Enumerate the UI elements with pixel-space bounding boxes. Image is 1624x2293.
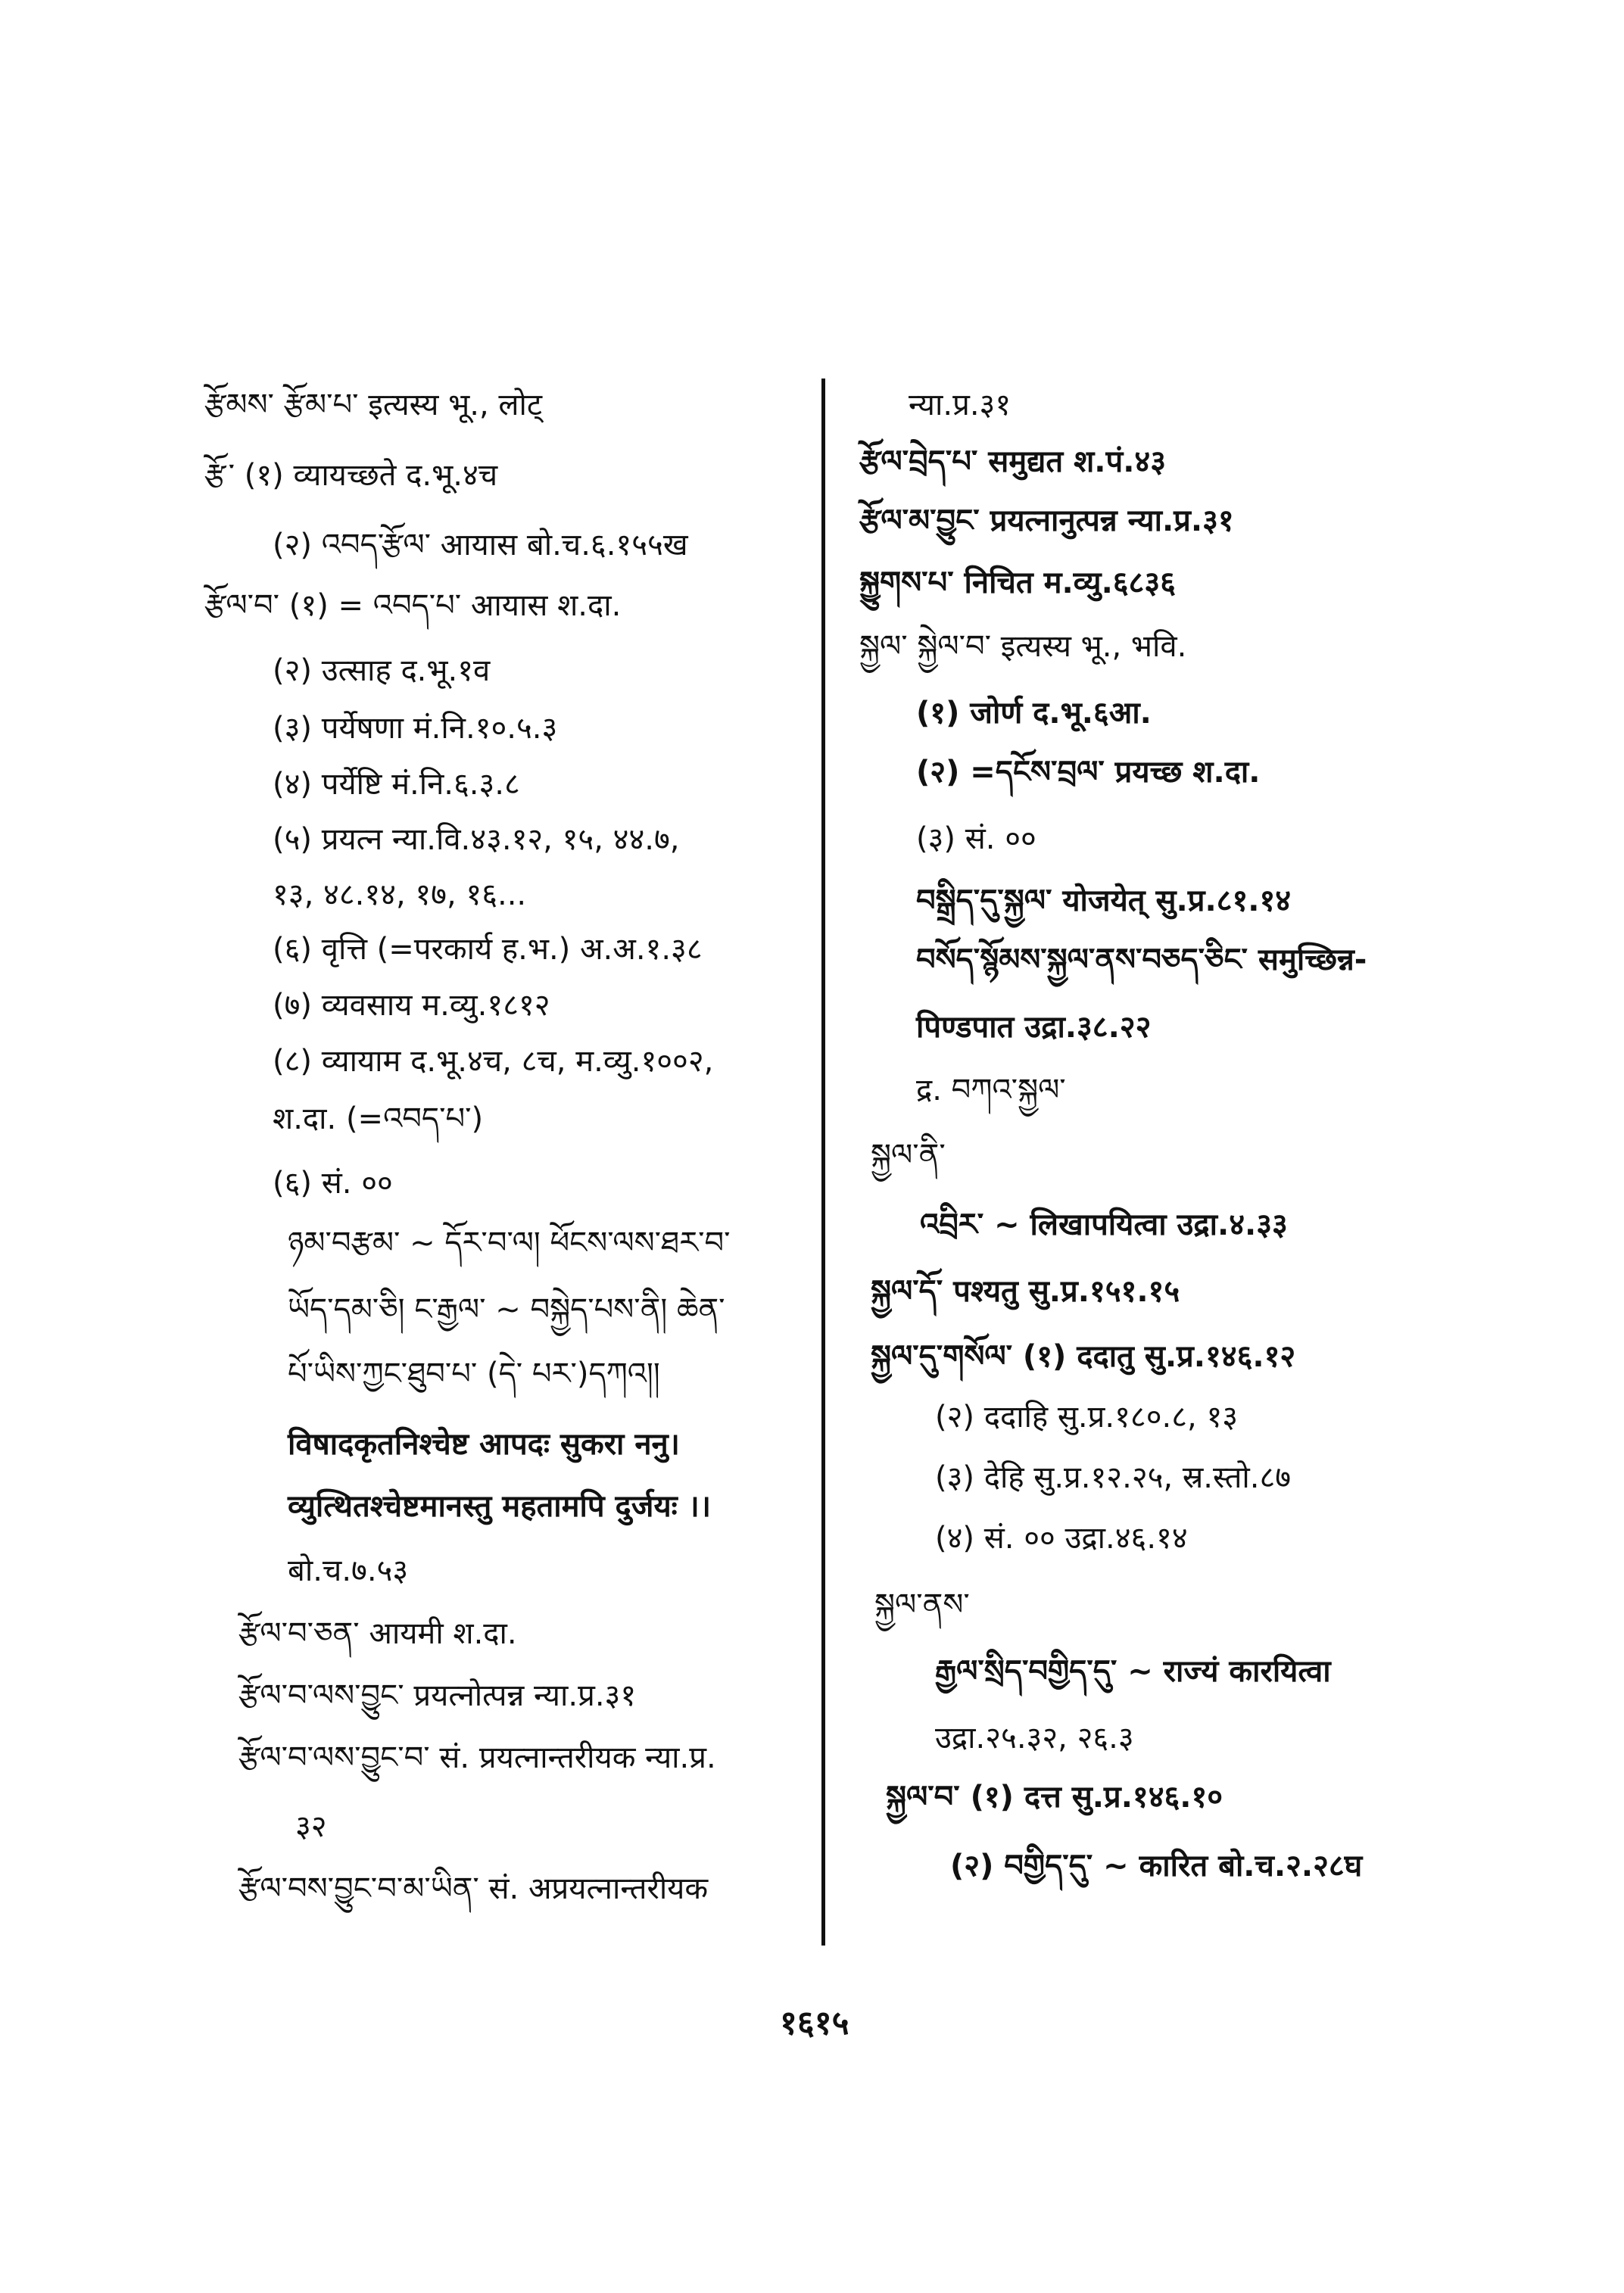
entry-line: (८) व्यायाम द.भू.४च, ८च, म.व्यु.१००२, <box>273 1044 714 1079</box>
entry-line: (२) उत्साह द.भू.१व <box>273 653 491 688</box>
entry-line: श.दा. (=འབད་པ་) <box>273 1101 484 1136</box>
entry-line: (२) ददाहि सु.प्र.१८०.८, १३ <box>935 1400 1239 1435</box>
entry-line: विषादकृतनिश्चेष्ट आपदः सुकरा ननु। <box>288 1427 680 1462</box>
entry-line: སྐྱལ་དོ་ पश्यतु सु.प्र.१५१.१५ <box>871 1274 1180 1309</box>
entry-line: (७) व्यवसाय म.व्यु.१८१२ <box>273 988 550 1023</box>
entry-line: (४) पर्येष्टि मं.नि.६.३.८ <box>273 767 520 802</box>
entry-line: (३) देहि सु.प्र.१२.२५, स्र.स्तो.८७ <box>935 1460 1292 1495</box>
column-divider <box>821 379 825 1946</box>
entry-line: བསོད་སྙོམས་སྐྱལ་ནས་བཅད་ཅིང་ समुच्छिन्न- <box>916 942 1367 977</box>
entry-line: བསྒྲིད་དུ་སྐྱལ་ योजयेत् सु.प्र.८१.१४ <box>916 883 1292 918</box>
entry-line: (६) वृत्ति (=परकार्य ह.भ.) अ.अ.१.३८ <box>273 932 703 967</box>
entry-line: རྩོལ་བ་ལས་བྱུང་བ་ सं. प्रयत्नान्तरीयक न्या.प्र. <box>238 1740 716 1775</box>
entry-line: (३) सं. ०० <box>916 821 1036 856</box>
entry-line: बो.च.७.५३ <box>288 1553 409 1588</box>
entry-line: རྒྱལ་སྲིད་བགྱིད་དུ་ ~ राज्यं कारयित्वा <box>935 1654 1331 1689</box>
entry-line: (२) འབད་རྩོལ་ आयास बो.च.६.१५५ख <box>273 528 688 562</box>
entry-line: སྐྱལ་བ་ (१) दत्त सु.प्र.१४६.१० <box>886 1780 1223 1815</box>
entry-line: (४) सं. ०० उद्रा.४६.१४ <box>935 1521 1188 1556</box>
entry-line: རྩོལ་མ་བྱུང་ प्रयत्नानुत्पन्न न्या.प्र.३१ <box>859 503 1234 538</box>
entry-line: སྐྱུགས་པ་ निचित म.व्यु.६८३६ <box>859 565 1176 600</box>
entry-line: व्युत्थितश्चेष्टमानस्तु महतामपि दुर्जयः ।। <box>288 1489 711 1524</box>
entry-line: རྩོལ་བ་ (१) = འབད་པ་ आयास श.दा. <box>204 588 622 623</box>
entry-line: (५) प्रयत्न न्या.वि.४३.१२, १५, ४४.७, <box>273 822 680 857</box>
entry-line: पिण्डपात उद्रा.३८.२२ <box>916 1010 1152 1045</box>
entry-line: उद्रा.२५.३२, २६.३ <box>935 1721 1134 1756</box>
page-number: १६१५ <box>780 2004 849 2042</box>
entry-line: न्या.प्र.३१ <box>909 388 1011 422</box>
entry-line: ཉམ་བརྩམ་ ~ དོར་བ་ལ། ཕོངས་ལས་ཐར་བ་ <box>288 1226 731 1260</box>
entry-line: १३, ४८.१४, १७, १६... <box>273 877 527 912</box>
entry-line: (१) जोर्ण द.भू.६आ. <box>916 696 1152 731</box>
entry-line: རྩོལ་བྲེད་པ་ समुद्यत श.पं.४३ <box>859 444 1167 479</box>
entry-line: (२) =དངོས་བྲལ་ प्रयच्छ श.दा. <box>916 755 1261 790</box>
entry-line: འབྲིར་ ~ लिखापयित्वा उद्रा.४.३३ <box>920 1207 1288 1242</box>
entry-line: སྐྱལ་ནི་ <box>871 1138 946 1173</box>
entry-line: ३२ <box>295 1809 327 1844</box>
entry-line: པོ་ཡིས་ཀྱང་ཐུབ་པ་ (དེ་ པར་)དཀའ།། <box>288 1357 660 1391</box>
entry-line: द्र. བཀའ་སྐྱལ་ <box>916 1073 1066 1108</box>
entry-line: སྐྱལ་ནས་ <box>874 1587 970 1622</box>
entry-line: (६) सं. ०० <box>273 1166 393 1201</box>
entry-line: རྩོལ་བས་བྱུང་བ་མ་ཡིན་ सं. अप्रयत्नान्तरीयक <box>238 1871 709 1906</box>
entry-line: རྩོམས་ རྩོམ་པ་ इत्यस्य भू., लोट् <box>204 388 543 422</box>
entry-line: རྩོ་ (१) व्यायच्छते द.भू.४च <box>204 458 498 493</box>
entry-line: ཡོད་དམ་ཅི། ང་རྒྱལ་ ~ བསྐྱེད་པས་ནི། ཆེན་ <box>288 1292 725 1327</box>
entry-line: སྐྱལ་ སྐྱེལ་བ་ इत्यस्य भू., भवि. <box>859 629 1187 664</box>
entry-line: རྩོལ་བ་ལས་བྱུང་ प्रयत्नोत्पन्न न्या.प्र.३१ <box>238 1678 637 1713</box>
entry-line: (३) पर्येषणा मं.नि.१०.५.३ <box>273 711 558 746</box>
entry-line: སྐྱལ་དུ་གསོལ་ (१) ददातु सु.प्र.१४६.१२ <box>871 1339 1296 1374</box>
entry-line: (२) བགྱིད་དུ་ ~ कारित बो.च.२.२८घ <box>950 1849 1363 1883</box>
entry-line: རྩོལ་བ་ཅན་ आयमी श.दा. <box>238 1616 517 1651</box>
